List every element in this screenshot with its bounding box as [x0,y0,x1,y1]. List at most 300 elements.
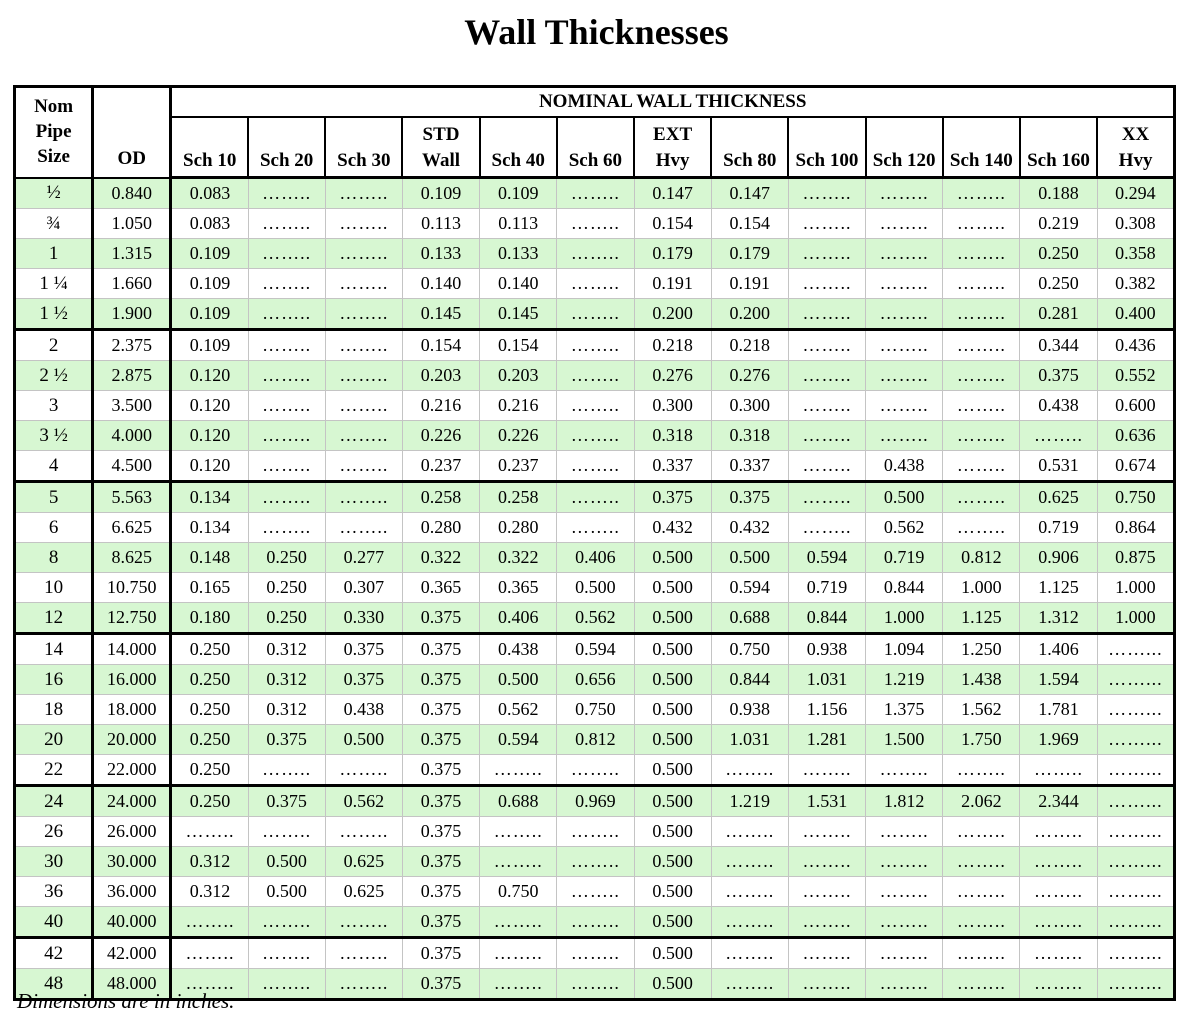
thickness-cell: …….. [557,938,634,969]
thickness-cell: …….. [480,969,557,1000]
thickness-cell: 0.375 [402,695,479,725]
table-row [15,330,1175,361]
thickness-cell: 0.216 [402,391,479,421]
od-cell: 22.000 [93,755,171,786]
column-header-line: Sch 120 [872,150,936,171]
column-header [402,117,479,178]
table-row [15,543,1175,573]
thickness-cell: …….. [943,269,1020,299]
thickness-cell: 0.674 [1097,451,1174,482]
header-size-line: Size [37,146,70,167]
table-row [15,178,1175,209]
thickness-cell: 0.812 [557,725,634,755]
thickness-cell: …….. [943,299,1020,330]
thickness-cell: …….. [325,938,402,969]
thickness-cell: 0.109 [480,178,557,209]
thickness-cell: …….. [171,969,248,1000]
thickness-cell: …….. [711,907,788,938]
thickness-cell: 0.083 [171,209,248,239]
thickness-cell: 2.344 [1020,786,1097,817]
thickness-cell: 0.375 [402,755,479,786]
thickness-cell: …….. [171,907,248,938]
column-header [557,117,634,178]
thickness-cell: …….. [325,209,402,239]
thickness-cell: 0.500 [634,725,711,755]
header-nom-line: Nom [34,96,74,117]
thickness-cell: 0.636 [1097,421,1174,451]
od-cell: 24.000 [93,786,171,817]
thickness-cell: 0.308 [1097,209,1174,239]
thickness-cell: 0.134 [171,513,248,543]
table-body [15,178,1175,1000]
pipe-size-cell: 18 [15,695,93,725]
thickness-cell: …….. [943,361,1020,391]
column-header [788,117,865,178]
thickness-cell: 1.156 [788,695,865,725]
thickness-cell: …….. [788,178,865,209]
column-header-line: XX [1121,124,1150,145]
thickness-cell: 0.200 [711,299,788,330]
thickness-cell: 0.337 [634,451,711,482]
thickness-cell: 0.148 [171,543,248,573]
od-cell: 4.000 [93,421,171,451]
column-header [1020,117,1097,178]
column-header [325,117,402,178]
pipe-size-cell: 10 [15,573,93,603]
thickness-cell: 0.250 [171,755,248,786]
od-cell: 18.000 [93,695,171,725]
thickness-cell: 0.318 [711,421,788,451]
thickness-cell: 0.688 [480,786,557,817]
table-row [15,573,1175,603]
thickness-cell: 0.226 [480,421,557,451]
thickness-cell: …….. [557,482,634,513]
header-nom-pipe-size [15,87,93,178]
od-cell: 8.625 [93,543,171,573]
thickness-cell: …….. [1020,817,1097,847]
thickness-cell: 0.154 [634,209,711,239]
thickness-cell: …….. [325,907,402,938]
thickness-cell: …….. [788,938,865,969]
thickness-cell: 0.140 [480,269,557,299]
thickness-cell: …….. [943,482,1020,513]
thickness-cell: …….. [943,239,1020,269]
thickness-cell: 0.375 [402,665,479,695]
table-header [15,87,1175,178]
column-header-line: Sch 30 [337,150,391,171]
thickness-cell: 0.312 [248,634,325,665]
thickness-cell: 0.165 [171,573,248,603]
od-cell: 2.375 [93,330,171,361]
thickness-cell: …….. [943,877,1020,907]
pipe-size-cell: 48 [15,969,93,1000]
column-header-line: EXT [653,124,693,145]
thickness-cell: 0.154 [402,330,479,361]
thickness-cell: 0.938 [711,695,788,725]
thickness-cell: 0.133 [480,239,557,269]
thickness-cell: …….. [788,755,865,786]
thickness-cell: 0.812 [943,543,1020,573]
thickness-cell: 0.375 [402,938,479,969]
column-header [171,117,248,178]
od-cell: 40.000 [93,907,171,938]
thickness-cell: …….. [943,938,1020,969]
header-od: OD [93,87,171,178]
thickness-cell: 0.203 [480,361,557,391]
thickness-cell: 0.120 [171,361,248,391]
thickness-cell: …….. [1020,847,1097,877]
thickness-cell: 0.750 [557,695,634,725]
pipe-size-cell: 16 [15,665,93,695]
thickness-cell: …….. [788,451,865,482]
thickness-cell: …….. [1020,969,1097,1000]
thickness-cell: 0.218 [711,330,788,361]
pipe-size-cell: ½ [15,178,93,209]
thickness-cell: 0.438 [325,695,402,725]
thickness-cell: 0.500 [248,877,325,907]
thickness-cell: 0.250 [171,695,248,725]
thickness-cell: 0.375 [402,907,479,938]
thickness-cell: 0.375 [248,725,325,755]
thickness-cell: 0.250 [171,665,248,695]
thickness-cell: 0.375 [402,786,479,817]
header-pipe-line: Pipe [35,121,72,142]
column-header [866,117,943,178]
wall-thickness-table [13,85,1176,1001]
table-row [15,391,1175,421]
thickness-cell: …….. [943,178,1020,209]
thickness-cell: 0.656 [557,665,634,695]
thickness-cell: 0.562 [480,695,557,725]
thickness-cell: …….. [943,907,1020,938]
thickness-cell: …….. [248,361,325,391]
thickness-cell: 0.250 [171,634,248,665]
thickness-cell: 2.062 [943,786,1020,817]
pipe-size-cell: 2 [15,330,93,361]
thickness-cell: 0.113 [402,209,479,239]
thickness-cell: 0.280 [480,513,557,543]
thickness-cell: 1.531 [788,786,865,817]
thickness-cell: 0.552 [1097,361,1174,391]
thickness-cell: …….. [943,209,1020,239]
thickness-cell: …….. [788,330,865,361]
thickness-cell: 0.500 [634,573,711,603]
thickness-cell: …….. [1020,907,1097,938]
thickness-cell: 1.438 [943,665,1020,695]
thickness-cell: 0.300 [634,391,711,421]
thickness-cell: …….. [557,269,634,299]
thickness-cell: 0.147 [711,178,788,209]
thickness-cell: …….. [1020,421,1097,451]
thickness-cell: …….. [325,299,402,330]
thickness-cell: …….. [248,969,325,1000]
thickness-cell: 0.500 [634,603,711,634]
thickness-cell: …….. [325,421,402,451]
thickness-cell: …….. [557,239,634,269]
thickness-cell: 0.218 [634,330,711,361]
thickness-cell: 1.312 [1020,603,1097,634]
thickness-cell: …….. [325,361,402,391]
thickness-cell: 0.375 [325,665,402,695]
thickness-cell: 0.500 [634,847,711,877]
thickness-cell: 0.300 [711,391,788,421]
column-header-line: Sch 160 [1027,150,1090,171]
thickness-cell: …….. [711,817,788,847]
thickness-cell: 0.594 [711,573,788,603]
thickness-cell: 0.147 [634,178,711,209]
thickness-cell: 0.330 [325,603,402,634]
thickness-cell: 0.250 [248,573,325,603]
thickness-cell: …….. [248,299,325,330]
thickness-cell: 1.000 [1097,573,1174,603]
pipe-size-cell: 6 [15,513,93,543]
thickness-cell: 0.531 [1020,451,1097,482]
thickness-cell: 0.113 [480,209,557,239]
thickness-cell: …….. [325,451,402,482]
thickness-cell: …….. [171,938,248,969]
pipe-size-cell: 24 [15,786,93,817]
thickness-cell: …….. [943,817,1020,847]
thickness-cell: …….. [557,907,634,938]
footnote: Dimensions are in inches. [17,989,235,1013]
thickness-cell: 0.500 [634,755,711,786]
thickness-cell: 0.344 [1020,330,1097,361]
thickness-cell: …….. [248,269,325,299]
thickness-cell: 0.844 [866,573,943,603]
thickness-cell: 1.781 [1020,695,1097,725]
column-header [480,117,557,178]
pipe-size-cell: 3 ½ [15,421,93,451]
thickness-cell: …….. [480,847,557,877]
pipe-size-cell: 30 [15,847,93,877]
thickness-cell: 0.432 [634,513,711,543]
thickness-cell: …….. [866,817,943,847]
thickness-cell: 0.500 [634,907,711,938]
column-header-line: Sch 10 [183,150,237,171]
thickness-cell: 1.219 [711,786,788,817]
thickness-cell: …….. [788,847,865,877]
thickness-cell: 0.154 [711,209,788,239]
thickness-cell: 0.120 [171,421,248,451]
thickness-cell: 0.438 [480,634,557,665]
thickness-cell: 0.318 [634,421,711,451]
table-row [15,877,1175,907]
pipe-size-cell: 1 ½ [15,299,93,330]
thickness-cell: 0.312 [248,695,325,725]
thickness-cell: 0.382 [1097,269,1174,299]
thickness-cell: 0.406 [480,603,557,634]
thickness-cell: 0.358 [1097,239,1174,269]
thickness-cell: 0.906 [1020,543,1097,573]
thickness-cell: 1.219 [866,665,943,695]
thickness-cell: 1.375 [866,695,943,725]
thickness-cell: 0.436 [1097,330,1174,361]
thickness-cell: …….. [248,330,325,361]
thickness-cell: 0.500 [634,877,711,907]
thickness-cell: …….. [866,847,943,877]
column-header-line: Hvy [655,150,690,171]
column-header-line: Sch 80 [723,150,777,171]
pipe-size-cell: 22 [15,755,93,786]
thickness-cell: 0.109 [171,299,248,330]
thickness-cell: …….. [866,330,943,361]
thickness-cell: ……... [1097,665,1174,695]
thickness-cell: 0.375 [402,634,479,665]
thickness-cell: …….. [557,330,634,361]
thickness-cell: 1.562 [943,695,1020,725]
column-header [943,117,1020,178]
od-cell: 36.000 [93,877,171,907]
thickness-cell: …….. [943,421,1020,451]
thickness-cell: …….. [248,421,325,451]
thickness-cell: 0.154 [480,330,557,361]
thickness-cell: ……... [1097,877,1174,907]
thickness-cell: …….. [788,482,865,513]
thickness-cell: 0.307 [325,573,402,603]
od-cell: 1.900 [93,299,171,330]
thickness-cell: …….. [866,391,943,421]
thickness-cell: 1.250 [943,634,1020,665]
thickness-cell: …….. [480,907,557,938]
table-row [15,209,1175,239]
thickness-cell: …….. [557,209,634,239]
thickness-cell: …….. [788,361,865,391]
thickness-cell: …….. [711,938,788,969]
thickness-cell: 0.500 [634,665,711,695]
table-row [15,603,1175,634]
pipe-size-cell: 14 [15,634,93,665]
thickness-cell: 0.375 [248,786,325,817]
od-cell: 1.660 [93,269,171,299]
thickness-cell: 0.109 [402,178,479,209]
thickness-cell: 0.250 [171,725,248,755]
thickness-cell: 0.500 [711,543,788,573]
thickness-cell: 1.031 [788,665,865,695]
thickness-cell: …….. [788,817,865,847]
thickness-cell: …….. [248,239,325,269]
thickness-cell: 0.188 [1020,178,1097,209]
table-row [15,482,1175,513]
thickness-cell: 1.125 [943,603,1020,634]
column-header-line: Sch 40 [491,150,545,171]
thickness-cell: …….. [480,817,557,847]
thickness-cell: …….. [788,513,865,543]
thickness-cell: …….. [1020,938,1097,969]
thickness-cell: …….. [866,361,943,391]
thickness-cell: 1.281 [788,725,865,755]
thickness-cell: 0.375 [711,482,788,513]
thickness-cell: …….. [248,938,325,969]
thickness-cell: 0.337 [711,451,788,482]
column-header-line: Hvy [1118,150,1153,171]
pipe-size-cell: 40 [15,907,93,938]
od-cell: 2.875 [93,361,171,391]
thickness-cell: …….. [248,451,325,482]
thickness-cell: …….. [557,391,634,421]
thickness-cell: …….. [866,755,943,786]
od-cell: 30.000 [93,847,171,877]
od-cell: 14.000 [93,634,171,665]
table-row [15,421,1175,451]
pipe-size-cell: 1 ¼ [15,269,93,299]
thickness-cell: 0.145 [402,299,479,330]
thickness-cell: …….. [248,907,325,938]
thickness-cell: 1.812 [866,786,943,817]
thickness-cell: …….. [866,877,943,907]
thickness-cell: …….. [788,269,865,299]
thickness-cell: …….. [943,969,1020,1000]
thickness-cell: 0.938 [788,634,865,665]
thickness-cell: …….. [866,969,943,1000]
thickness-cell: 0.500 [866,482,943,513]
table-row [15,695,1175,725]
column-header-line: Sch 140 [949,150,1013,171]
thickness-cell: 1.000 [1097,603,1174,634]
thickness-cell: …….. [325,330,402,361]
thickness-cell: 0.750 [480,877,557,907]
thickness-cell: 0.625 [325,877,402,907]
thickness-cell: …….. [248,209,325,239]
thickness-cell: …….. [943,847,1020,877]
thickness-cell: 0.312 [171,877,248,907]
pipe-size-cell: ¾ [15,209,93,239]
thickness-cell: 1.406 [1020,634,1097,665]
thickness-cell: …….. [866,269,943,299]
od-cell: 1.315 [93,239,171,269]
pipe-size-cell: 2 ½ [15,361,93,391]
thickness-cell: 0.250 [1020,269,1097,299]
thickness-cell: 0.312 [248,665,325,695]
thickness-cell: 0.322 [480,543,557,573]
thickness-cell: …….. [557,299,634,330]
thickness-cell: 0.500 [634,786,711,817]
thickness-cell: 0.109 [171,330,248,361]
header-nominal-wall-thickness: NOMINAL WALL THICKNESS [171,87,1175,118]
thickness-cell: …….. [866,239,943,269]
thickness-cell: 0.109 [171,239,248,269]
thickness-cell: 0.375 [402,817,479,847]
od-cell: 12.750 [93,603,171,634]
thickness-cell: …….. [711,969,788,1000]
table-row [15,634,1175,665]
thickness-cell: 0.191 [711,269,788,299]
thickness-cell: 0.750 [711,634,788,665]
od-cell: 4.500 [93,451,171,482]
thickness-cell: 0.562 [557,603,634,634]
od-cell: 3.500 [93,391,171,421]
thickness-cell: 1.000 [943,573,1020,603]
thickness-cell: 0.250 [171,786,248,817]
thickness-cell: …….. [557,513,634,543]
thickness-cell: 0.277 [325,543,402,573]
thickness-cell: …….. [711,847,788,877]
column-header [634,117,711,178]
thickness-cell: 0.180 [171,603,248,634]
thickness-cell: 0.688 [711,603,788,634]
thickness-cell: 0.109 [171,269,248,299]
thickness-cell: ……... [1097,817,1174,847]
thickness-cell: 0.375 [1020,361,1097,391]
thickness-cell: 0.120 [171,391,248,421]
thickness-cell: ……... [1097,695,1174,725]
table-row [15,847,1175,877]
thickness-cell: 0.500 [557,573,634,603]
pipe-size-cell: 26 [15,817,93,847]
thickness-cell: 0.120 [171,451,248,482]
column-header-line: STD [422,124,460,145]
thickness-cell: 0.594 [788,543,865,573]
thickness-cell: 0.294 [1097,178,1174,209]
